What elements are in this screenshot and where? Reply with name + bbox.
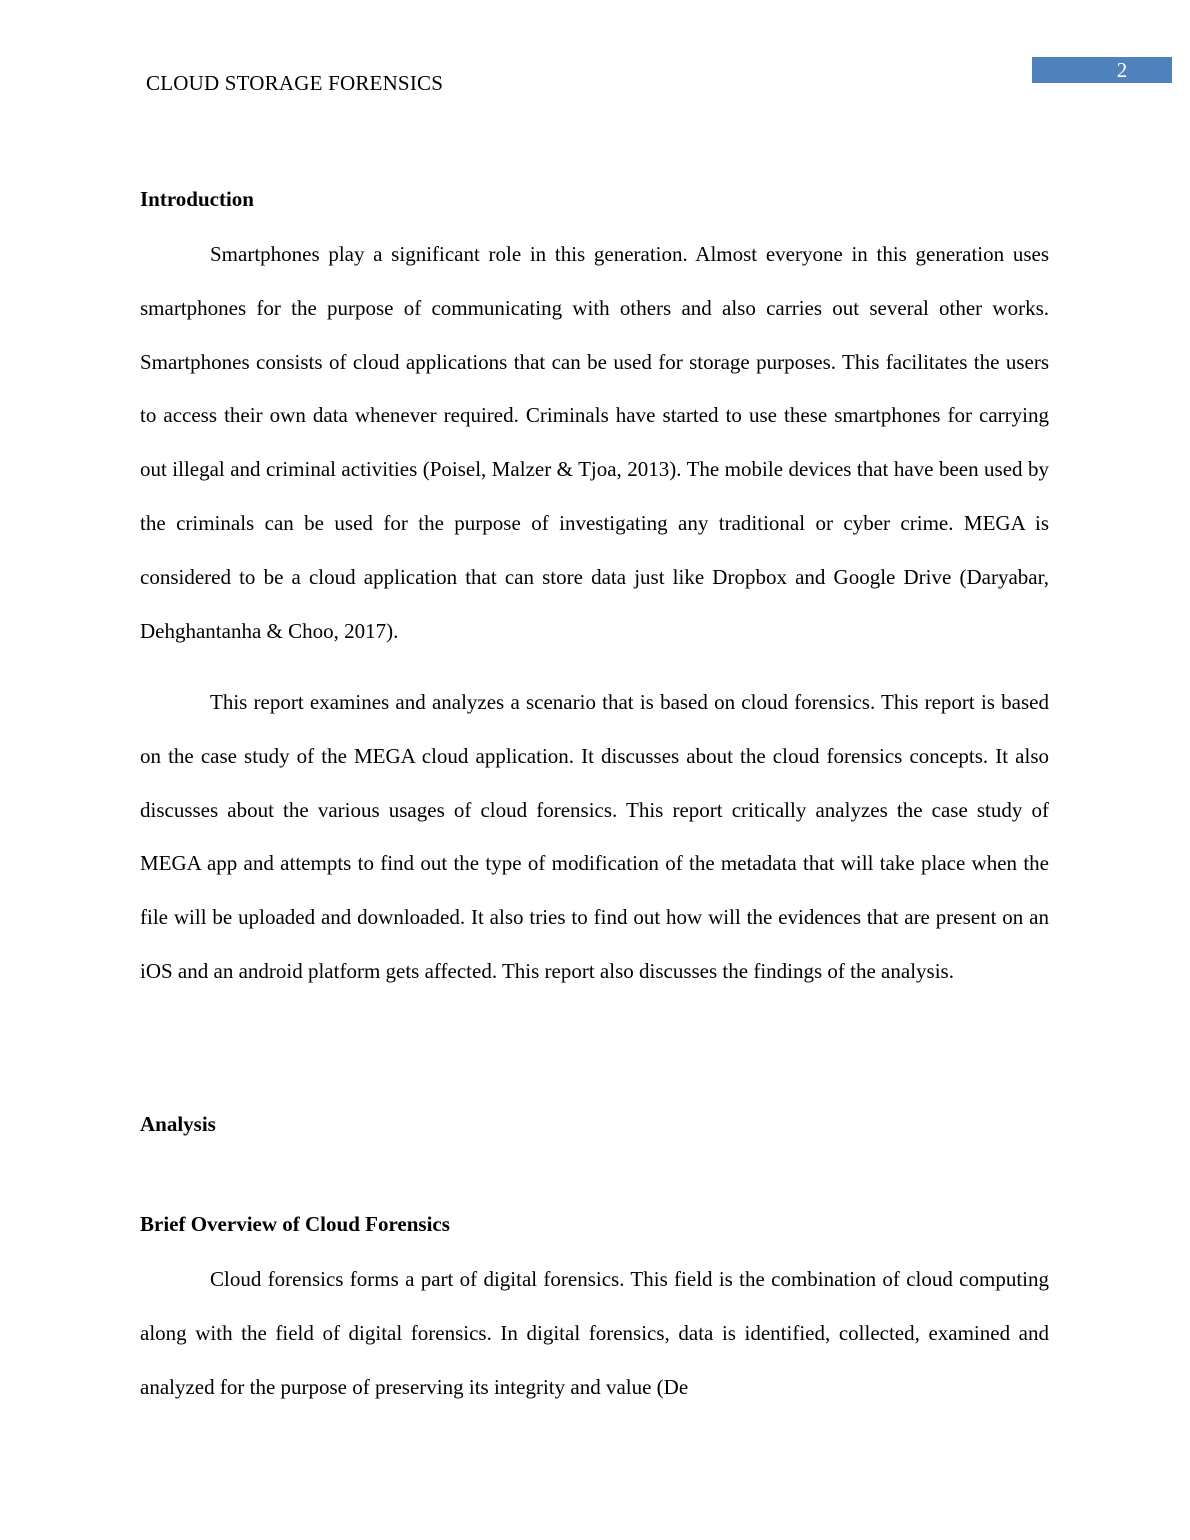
section-heading-analysis: Analysis: [140, 1112, 216, 1136]
header-title: CLOUD STORAGE FORENSICS: [146, 71, 444, 95]
section-heading-cloud-forensics-overview: Brief Overview of Cloud Forensics: [140, 1212, 450, 1236]
page-number: 2: [1032, 57, 1172, 83]
paragraph-overview-1: Cloud forensics forms a part of digital forensics. This field is the combination of cloud computing along with the field of digital forensics. In digital forensics, data is identified, collected, examined and analyzed for the purpose of preserving its integrity and value (De: [140, 1267, 1049, 1399]
paragraph-introduction-1: Smartphones play a significant role in this generation. Almost everyone in this generation uses smartphones for the purpose of communicating with others and also carries out several other works. Smartphones consists of cloud applications that can be used for storage purposes. This facilitates the users to access their own data whenever required. Criminals have started to use these smartphones for carrying out illegal and criminal activities (Poisel, Malzer & Tjoa, 2013). The mobile devices that have been used by the criminals can be used for the purpose of investigating any traditional or cyber crime. MEGA is considered to be a cloud application that can store data just like Dropbox and Google Drive (Daryabar, Dehghantanha & Choo, 2017).: [140, 242, 1049, 643]
section-heading-introduction: Introduction: [140, 187, 254, 211]
paragraph-introduction-2: This report examines and analyzes a scenario that is based on cloud forensics. This report is based on the case study of the MEGA cloud application. It discusses about the cloud forensics concepts. It also discusses about the various usages of cloud forensics. This report critically analyzes the case study of MEGA app and attempts to find out the type of modification of the metadata that will take place when the file will be uploaded and downloaded. It also tries to find out how will the evidences that are present on an iOS and an android platform gets affected. This report also discusses the findings of the analysis.: [140, 690, 1049, 983]
